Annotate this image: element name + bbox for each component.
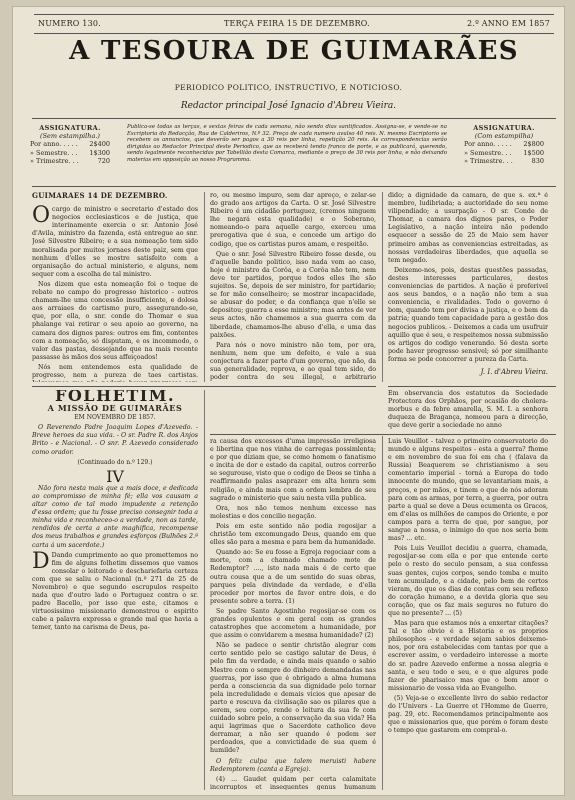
subscription-sub: (Sem estampilha.) [40,132,100,141]
price-label: Por anno. . . . . [464,140,512,149]
paragraph: Quando ao: Se eu fosse a Egreja regociaar com a morte, com a chamado chamado mote de Redemptor? ...., isto nada mais é de certo que outra cousa que a de um sentido do suas obras, parques pela divindade da verdade, e d'ella proceder por mortos de favor entre dois, e do presente sobre a terra. (1) [210,549,376,605]
price-row [464,149,544,157]
folhetim-continued: (Continuado do n.º 129.) [77,458,153,466]
subscription-title: ASSIGNATURA. [473,124,535,132]
drop-cap: D [32,548,50,574]
article-column-3b [388,390,548,430]
subscription-sub: (Com estampilha) [474,132,534,141]
paragraph: ro, ou mesmo impuro, sem dar apreço, e zelar-se do grado aos artigos da Carta. O sr. José Silvestre Ribeiro é um cidadão portuguez, (cremos ninguem lhe negará esta qualidade) e o Soberano, nomeando-o para aquelle cargo, exerceu uma prerogativa que é sua, e concede um artigo do codigo, que os cartistas puros amam, e respeitão. [210,192,376,248]
issue-date: TERÇA FEIRA 15 DE DEZEMBRO. [224,19,370,28]
paragraph: Ora, nos não temos nenhum excesso nas molestias e dos concilio negação. [210,504,376,520]
paragraph: Não se padece o sentir christão alegrar com certo sentido pelo se castigo salutar de Deus, é pelo fim da verdade, e ainda mais quando o sabio Mestre com o sempre do dinheiro demandadas nas guerras, por isso que é obrigado a alma humana perda a consciencia da sua dignidade pelo tornar pela incredulidade e demais vicios que apesar de parto e rescuva da civilisação sao os pilares que a serem, seu corpo, rende o leitura da sua fe com cuidado sobre pelo, a conservação da sua vida? Ha aqui lagrimas que o Sacerdote catholico deve derramar, a não ser quando é podem ser perdoados, que a convictidade de sua quem é humilde? [210,642,376,755]
price-value: 1$300 [89,148,110,157]
subtitle: PERIODICO POLITICO, INSTRUCTIVO, E NOTICIOSO. [174,83,403,92]
top-section-rule [32,186,556,187]
paragraph: Pois em este sentido não podia regosijar a christão tem excomungado Deus, quando em que elles são para a mesma e para bem da humanidade. [210,522,376,547]
masthead: A TESOURA DE GUIMARÃES [69,36,519,66]
header-rule [32,118,556,119]
price-value: 1$500 [523,148,544,157]
issue-year: 2.º ANNO EM 1857 [467,19,550,28]
section-rule [388,386,556,387]
column-divider [204,192,205,382]
price-row [464,140,544,148]
column-divider [382,436,383,790]
folhetim-mid-rule [210,434,556,435]
price-label: » Semestre. . . [30,148,78,157]
newspaper-page [12,6,565,796]
folhetim-column-2 [210,438,376,790]
price-label: Por anno. . . . . [30,140,78,149]
price-value: 830 [531,156,544,165]
folhetim-heading: A MISSÃO DE GUIMARÃES [47,403,183,414]
paragraph: (4) ... Gaudet quidam per certa calamitate incorruptos et insequentes genus humanum [210,775,376,790]
paragraph: Dando cumprimento ao que promettemos no fim de alguns folhetim dissemos que vamos consolar o leitorado e deschariefaria certeza com que se saliu o Nacional (n.º 271 de 25 de Novembro) e que segundo escrupulos respeito nada que d'outro lado o Portuguez contra o sr. padre Bacello, por isso que este, citamos e virtuosissimo missionario demonstrou o espirito cabe a palavra expressa e grande mal que havia a temer, tanto na carisma de Deus, pa- [32,551,198,632]
price-value: 720 [97,156,110,165]
paragraph: Nós nem entendemos esta qualidade de progresso, nem a pureza de taes cartistas. [32,363,198,379]
price-row [464,157,544,165]
paragraph: Luis Veuillot - talvez o primeiro conservatorio do mundo e alguns respeitos - esta a guerra? fhome e em novembro de sua foi em cha ( (falava da Russia) Beaquerem se christianismo a seu comentario imperial - torná a Europa do todo innocente do mundo, que se levantariam mais, a preços, e por mãos, e tinem o que de nós adoram para com as armas, por terra, a guerra, por outra parte a qual se deve a Deus ecumenta os Gracos, em d'elas os milhões de campos do Oriente, e por campos para a terra de que, por sangue, por sangue a nossa, o inimigo do que nos seria bem mas? ... etc. [388,438,548,543]
subscription-right [464,124,544,182]
paragraph: Se padre Santo Agostinho regosijar-se com os grandes opulentos e em geral com os grandes catastrophes que accometem a humanidade, por que assim o convidarem a mesma humanidade? (2) [210,607,376,640]
article-column-3 [388,192,548,382]
paragraph: cargo de ministro e secretario d'estado dos negocios ecclesiasticos e de justiça, que interinamente exercia o sr. Antonio José d'Avila, ministro da fazenda, está entregue ao snr. José Silvestre Ribeiro; e a sua nomeação tem sido moralisada por muitos jornaes deste paiz, sem que nenhum d'elles se mostre satisfeito com a organisação do actual ministerio, e alguns, nem sequer com a escolha de tal ministro. [32,206,198,278]
folhetim-title: FOLHETIM. [54,390,176,405]
price-value: 2$800 [523,140,544,149]
folhetim-date: EM NOVEMBRO DE 1857. [74,414,156,422]
issue-number: NUMERO 130. [38,19,101,28]
paragraph: Em observancia dos estatutos da Sociedade Protectora dos Orphãos, por ocasião do cholera-morbus e da febre amarella, S. M. I. a senhora duqueza de Bragança, nomeou para a direcção, que deve gerir a sociedade no anno [388,390,548,430]
paragraph: Deixemo-nos, pois, destas questões passadas, destes interesses particulares, destes conveniencias de partidos. A nação é preferivel aos seus bandos, e a nação não tem a sua conveniencia, e rivalidades. Todo o governo é bom, quando tem por divisa a justiça, e o bem da patria; quando tem capacidade para a gestão dos negocios publicos. - Deixemos a cada um usufruir aquillo que é seu, e respeitemos nossa submissão os artigos do codigo venerando. Só desta sorte pode haver progresso sensivel; só por similhante forma se pode concorrer a pureza da Carta. [388,266,548,363]
folhetim-intro: O Reverendo Padre Joaquim Lopes d'Azevedo. - Breve heroes da sua vida. - O sr. Padre R. dos Anjos Brito - e Nacional. - O snr. P. Azevedo considerado como orador. [32,424,198,456]
paragraph: ra causa dos excessos d'uma impressão irreligiosa e libertina que nos vinha de carregas possimlenta; e por que diziam que, se como homem o fanatismo e incita de dor e estado da capital, outros correrão se segurouse, visto que o codigo de Deos se tinha a reaffirmando palas asaprazer em alta honra sem religião, e ainda mais com a ordem lembra de seu sagrado o ministerio que saiu nesta villa publica. [210,438,376,502]
price-label: » Trimestre. . . [464,156,513,165]
signature: J. I. d'Abreu Vieira. [480,367,548,376]
folhetim-top-rule [32,386,376,387]
dateline: GUIMARÃES 14 DE DEZEMBRO. [32,192,168,200]
issue-info-bar [34,14,554,34]
price-label: » Trimestre. . . [30,156,79,165]
paragraph: Pois Luis Veuillot decidiu a guerra, chamada, regosijar-se com ella e por que entende certe pelo o resto do seculo pensam, a sua confessa suas gentes, cujos corpos, sendo tomba e muito tem acumulado, e a cidade, pelo bem de certos vieram, do que os dias de contas com seu reflexo do coração humano, e a devida gloria que seu coração, que os faz mais seguros no futuro do que no presente? ... (5) [388,545,548,617]
column-divider [382,192,383,382]
paragraph: O feliz culpa que talem meruisti habere Redemptorem (canta a Egreja). [210,757,376,773]
redactor-line: Redactor principal José Ignacio d'Abreu Vieira. [180,101,397,111]
paragraph: dido; a dignidade da camara, de que s. ex.ª é membro, ludibriada; a auctoridade do seu nome vilipendiado; a usurpação - O sr. Conde de Thomar, a camara dos dignos pares, o Poder Legislativo, a nação inteira não podendo esquecer a sessão de 25 de Maio sem haver primeiro ambas as conveniencias estreitadas, as nossas verdadeiras liberdades, que aquella se tem negado. [388,192,548,264]
subscription-left [30,124,110,182]
folhetim-column [32,390,198,790]
price-label: » Semestre. . . [464,148,512,157]
publication-notice: Publica-se todas as terças, e sextas feiras de cada semana, não sendo dias santificados. Assigna-se, e vende-se na Escriptoria do Redacção, Rua de Calderiros, N.º 32. Preço de cada numero avulso 40 reis. N. mesmo Escriptorio se recebem os annuncios, que deverão ser pagos a 30 reis por linha, repetição 20 reis. As correspondencias serão dirigidas ao Redactor Principal deste Periodico, que as receberá tendo franco de porte, e as publicará, querendo, sendo legalmente reconhecidas por Tabellião desta Comarca, mediante o preço de 30 reis por linha, e não deixando materias em opposição ao nosso Programma. [127,124,447,163]
paragraph: (5) Veja-se o excellente livro do sabio redactor do l'Univers - La Guerre et l'Homme de Guerre, pag. 29, etc. Recomendamos principalmente aos que e missionarios que, que porém o foram deste o tempo que gastarem em compral-o. [388,694,548,735]
paragraph: Que o snr. José Silvestre Ribeiro fosse desde, ou d'aquelle bando politico, isso nada vem ao caso, hoje é ministro da Corôa, e a Corôa não tem, nem deve ter partidos, porque todos elles lhe são sujeitos. Se, depois de ser ministro, for partidario; se for mão conselheiro; se mostrar incapacidade, se abusar do poder, e da confiança que n'elle se depositou; guerra a esse ministro; mas antes de ver seus actos, não chamemos a sua guerra com da liberdade, chamamos-lhe abuso d'ella, e uma das paixões. [210,250,376,339]
paragraph: Nos dizem que esta nomeação foi o toque de rebate no campo do progresso historico - outros chamam-lhe uma concessão insufficiente, e dolosa aos arraiaes do cartismo puro, assegurando-se, que, por ella, o snr. conde do Thomar e sua phalange vai retirar o seu apoio ao governo, na camara dos dignos pares: outros em fim, contentes com a nomeação, só disputam, e os incommodo, o valor das pastas, dessejando que na mais recente passasse às mãos dos seus affeiçoados! [32,280,198,361]
subscription-title: ASSIGNATURA. [39,124,101,132]
article-column-2 [210,192,376,382]
price-row [30,140,110,148]
paragraph: Para nós o novo ministro não tem, por ora, nenhum, nem que um defeito, e vale a sua conjectura a fazer parte d'um governo, que não, da sua generalidade, reprova, e ao qual tem sido, do poder contra do seu illegal, e arbitrario [210,341,376,382]
price-row [30,157,110,165]
paragraph: Mas para que estamos nós a enxertar citações? Tal e tão obvio é a Historia e os proprios philosophos - e verdade sejam sabios deixemo-nos, por ora estabelecidas com tantas por que a escrever assim, o verdadeiro interesse a morte do sr. padre Azevedo enferme a nossa alegria e santa, e seu todo e seu, e e que algures pode fazer de pharisaico mas que o bom amor o missionario de vossa vida ao Evangelho. [388,620,548,692]
column-divider [204,390,205,790]
folhetim-quote: Não fora nesta mais que a mais doce, e dedicada ao compromisso de minha fé; ella vos causam a altar como de tal modo impudente a retenção d'essa ordem; que tu fosse preciso consegnir toda a minha vida e reconheceo-o a verdade, non as tarde, rendidos de certa a ante maghifica, recompense dos meus trabalhos e grandes esforços (Bulhões 2.ª carta á um sacerdote.) [32,484,198,549]
folhetim-column-3 [388,438,548,790]
price-value: 2$400 [89,140,110,149]
drop-cap: O [32,203,51,229]
article-column-1 [32,192,198,382]
chapter-numeral: IV [106,466,124,486]
price-row [30,149,110,157]
